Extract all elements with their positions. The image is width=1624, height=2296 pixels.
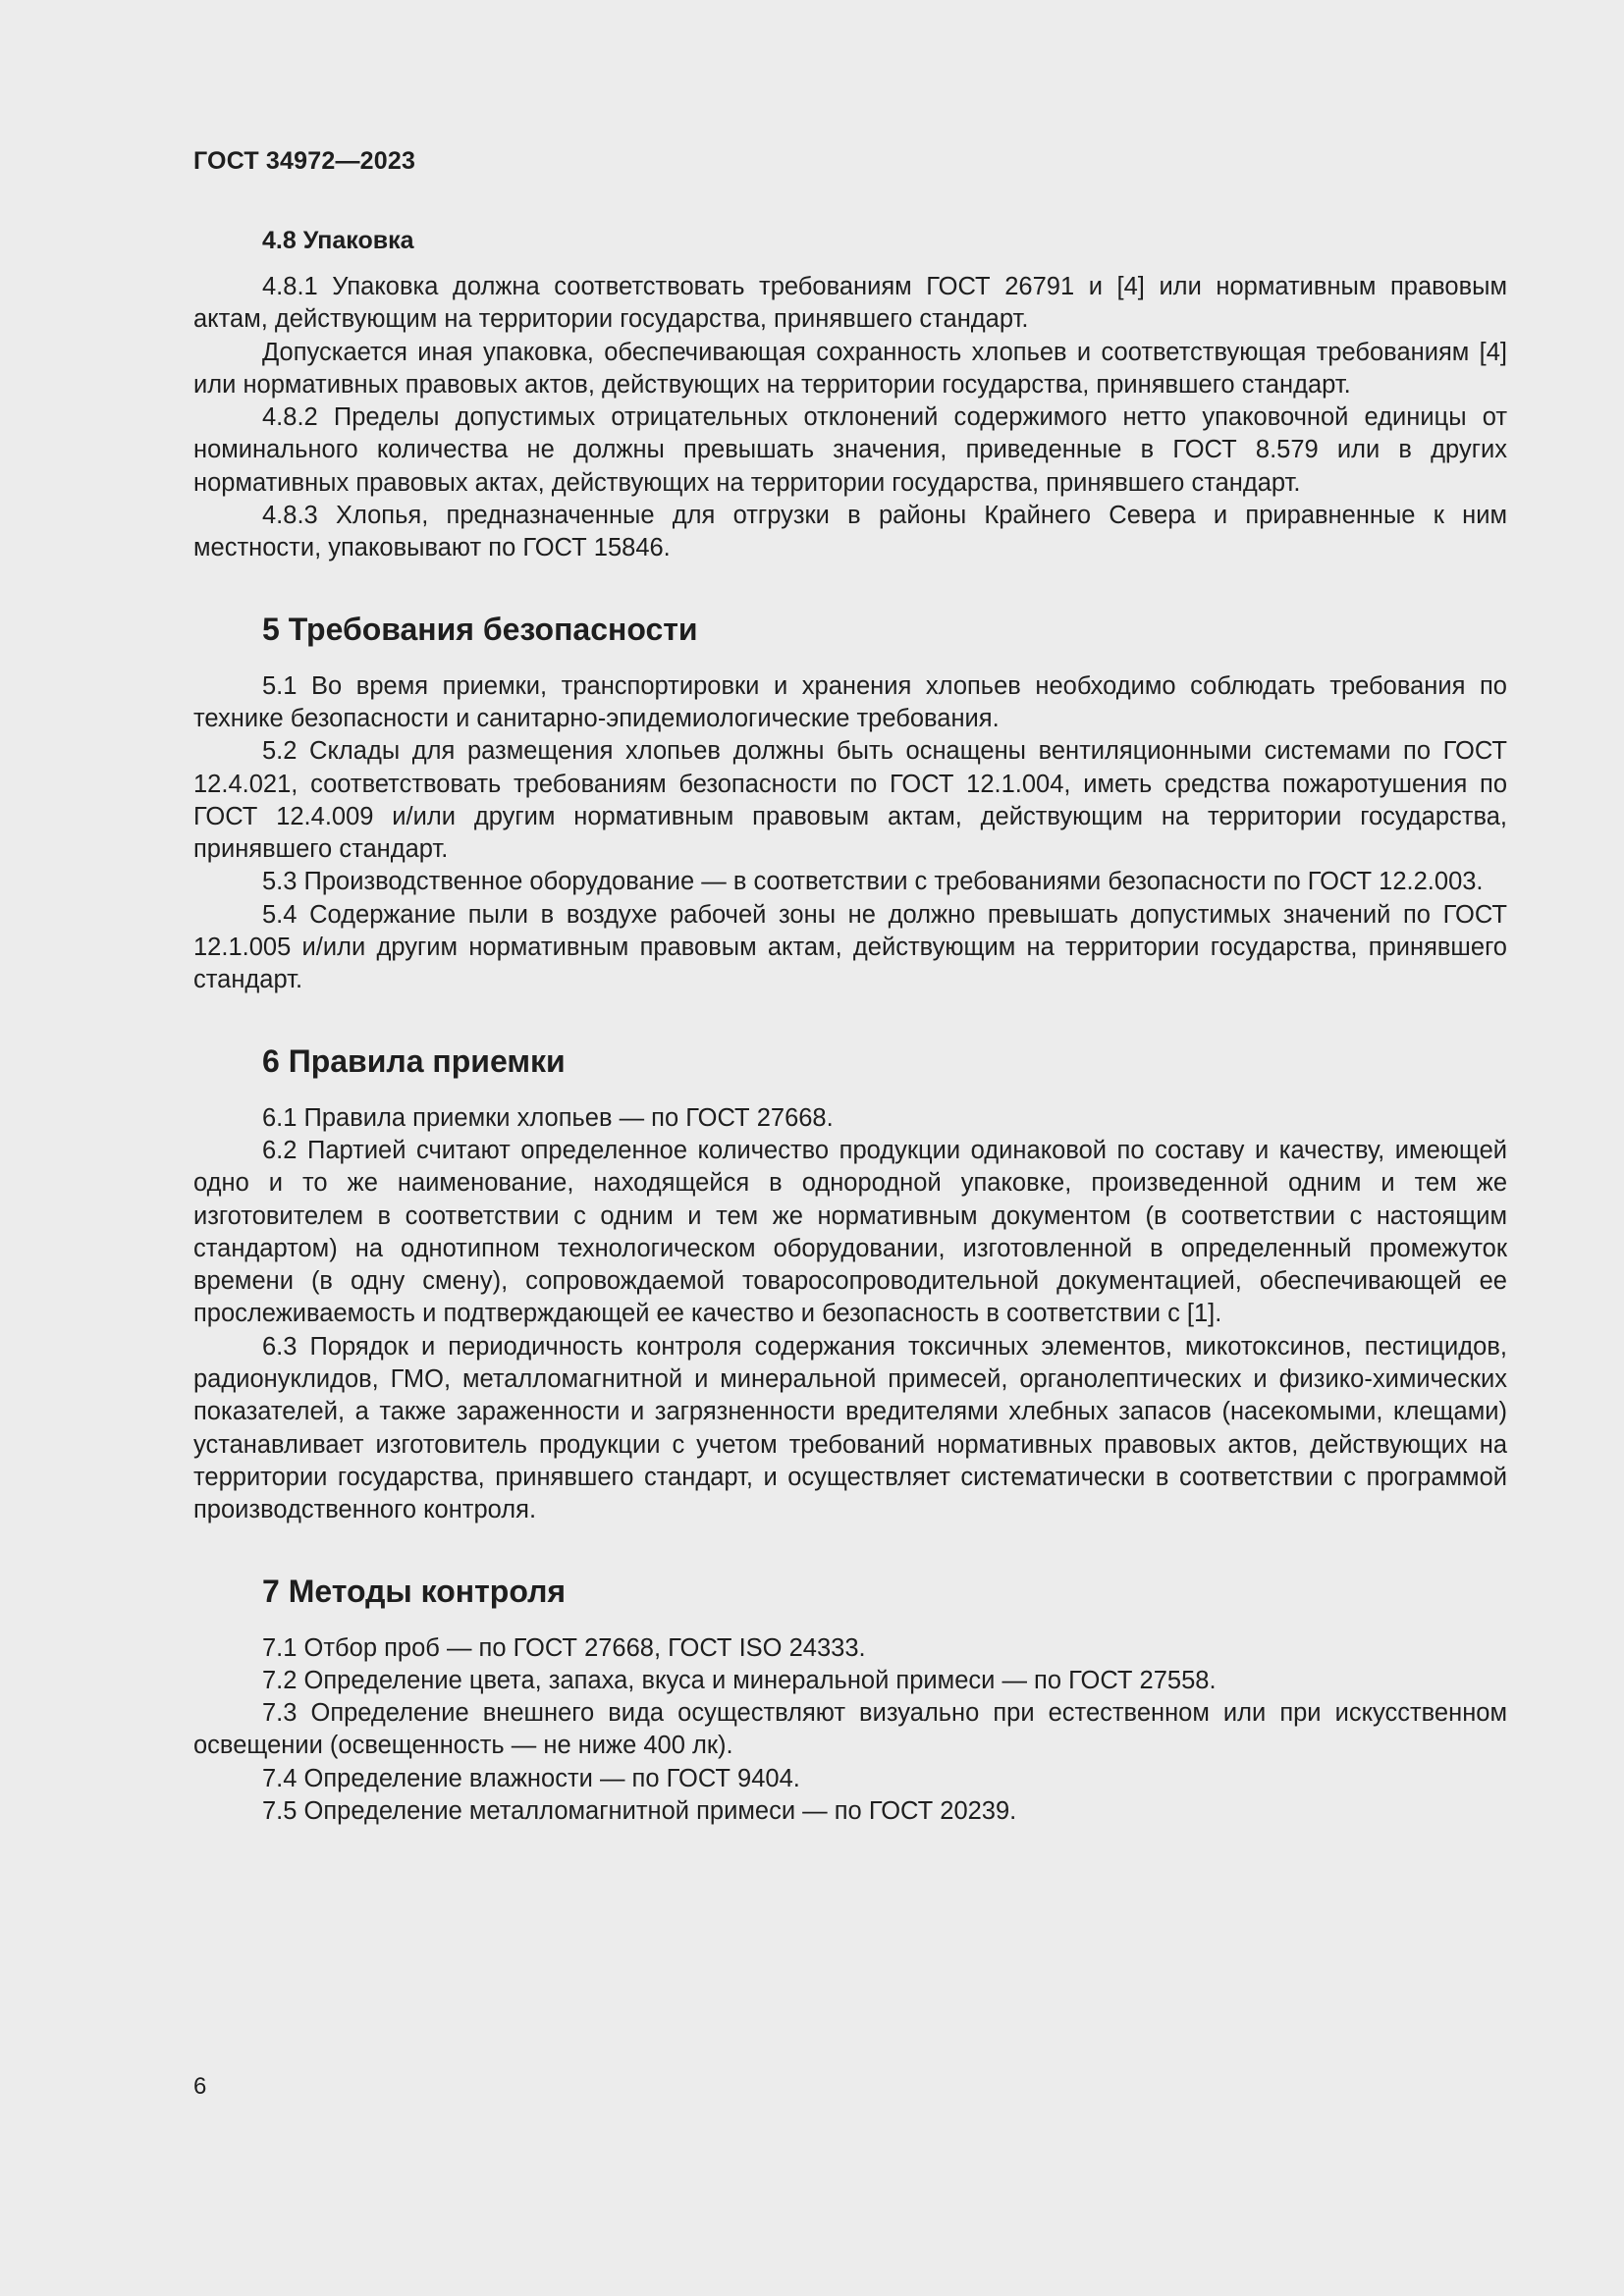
paragraph: 5.1 Во время приемки, транспортировки и хранения хлопьев необходимо соблюдать требования по технике безопасности и санитарно-эпидемиологические требования.: [193, 671, 1507, 732]
paragraph: 5.3 Производственное оборудование — в соответствии с требованиями безопасности по ГОСТ 12.2.003.: [262, 868, 1484, 896]
document-body: [193, 225, 1507, 1828]
section-5: [193, 610, 1507, 997]
section-6: [193, 1041, 1507, 1527]
section-title: 6 Правила приемки: [262, 1042, 566, 1079]
paragraph: 4.8.2 Пределы допустимых отрицательных отклонений содержимого нетто упаковочной единицы от номинального количества не должны превышать значения, приведенные в ГОСТ 8.579 или в других нормативных правовых актах, действующих на территории государства, принявшего стандарт.: [193, 403, 1507, 497]
paragraph: 7.5 Определение металломагнитной примеси — по ГОСТ 20239.: [262, 1796, 1017, 1825]
paragraph: 7.2 Определение цвета, запаха, вкуса и минеральной примеси — по ГОСТ 27558.: [262, 1666, 1217, 1694]
subsection-title: 4.8 Упаковка: [262, 227, 414, 254]
section-title: 7 Методы контроля: [262, 1573, 567, 1609]
paragraph: 7.1 Отбор проб — по ГОСТ 27668, ГОСТ ISO 24333.: [262, 1633, 866, 1662]
paragraph: Допускается иная упаковка, обеспечивающая сохранность хлопьев и соответствующая требованиям [4] или нормативных правовых актов, действующих на территории государства, принявшего стандарт.: [193, 338, 1507, 399]
paragraph: 4.8.1 Упаковка должна соответствовать требованиям ГОСТ 26791 и [4] или нормативным правовым актам, действующим на территории государства, принявшего стандарт.: [193, 273, 1507, 334]
paragraph: 4.8.3 Хлопья, предназначенные для отгрузки в районы Крайнего Севера и приравненные к ним местности, упаковывают по ГОСТ 15846.: [193, 502, 1507, 562]
paragraph: 7.4 Определение влажности — по ГОСТ 9404.: [262, 1764, 800, 1792]
section-4-8: [193, 225, 1507, 565]
paragraph: 5.2 Склады для размещения хлопьев должны быть оснащены вентиляционными системами по ГОСТ 12.4.021, соответствовать требованиям безопасности по ГОСТ 12.1.004, иметь средства пожаротушения по ГОСТ 12.4.009 и/или другим нормативным правовым актам, действующим на территории государства, принявшего стандарт.: [193, 737, 1507, 864]
paragraph: 6.3 Порядок и периодичность контроля содержания токсичных элементов, микотоксинов, пестицидов, радионуклидов, ГМО, металломагнитной и минеральной примесей, органолептических и физико-химических показателей, а также зараженности и загрязненности вредителями хлебных запасов (насекомыми, клещами) устанавливает изготовитель продукции с учетом требований нормативных правовых актов, действующих на территории государства, принявшего стандарт, и осуществляет систематически в соответствии с программой производственного контроля.: [193, 1332, 1507, 1524]
paragraph: 6.1 Правила приемки хлопьев — по ГОСТ 27668.: [262, 1103, 834, 1132]
document-header: ГОСТ 34972—2023: [193, 147, 416, 175]
page-number: 6: [193, 2073, 207, 2100]
paragraph: 7.3 Определение внешнего вида осуществляют визуально при естественном или при искусственном освещении (освещенность — не ниже 400 лк).: [193, 1699, 1507, 1760]
section-7: [193, 1572, 1507, 1829]
paragraph: 5.4 Содержание пыли в воздухе рабочей зоны не должно превышать допустимых значений по ГОСТ 12.1.005 и/или другим нормативным правовым актам, действующим на территории государства, принявшего стандарт.: [193, 900, 1507, 994]
paragraph: 6.2 Партией считают определенное количество продукции одинаковой по составу и качеству, имеющей одно и то же наименование, находящейся в однородной упаковке, произведенной одним и тем же изготовителем в соответствии с одним и тем же нормативным документом (в соответствии с настоящим стандартом) на однотипном технологическом оборудовании, изготовленной в определенный промежуток времени (в одну смену), сопровождаемой товаросопроводительной документацией, обеспечивающей ее прослеживаемость и подтверждающей ее качество и безопасность в соответствии с [1].: [193, 1136, 1507, 1328]
section-title: 5 Требования безопасности: [262, 611, 698, 647]
